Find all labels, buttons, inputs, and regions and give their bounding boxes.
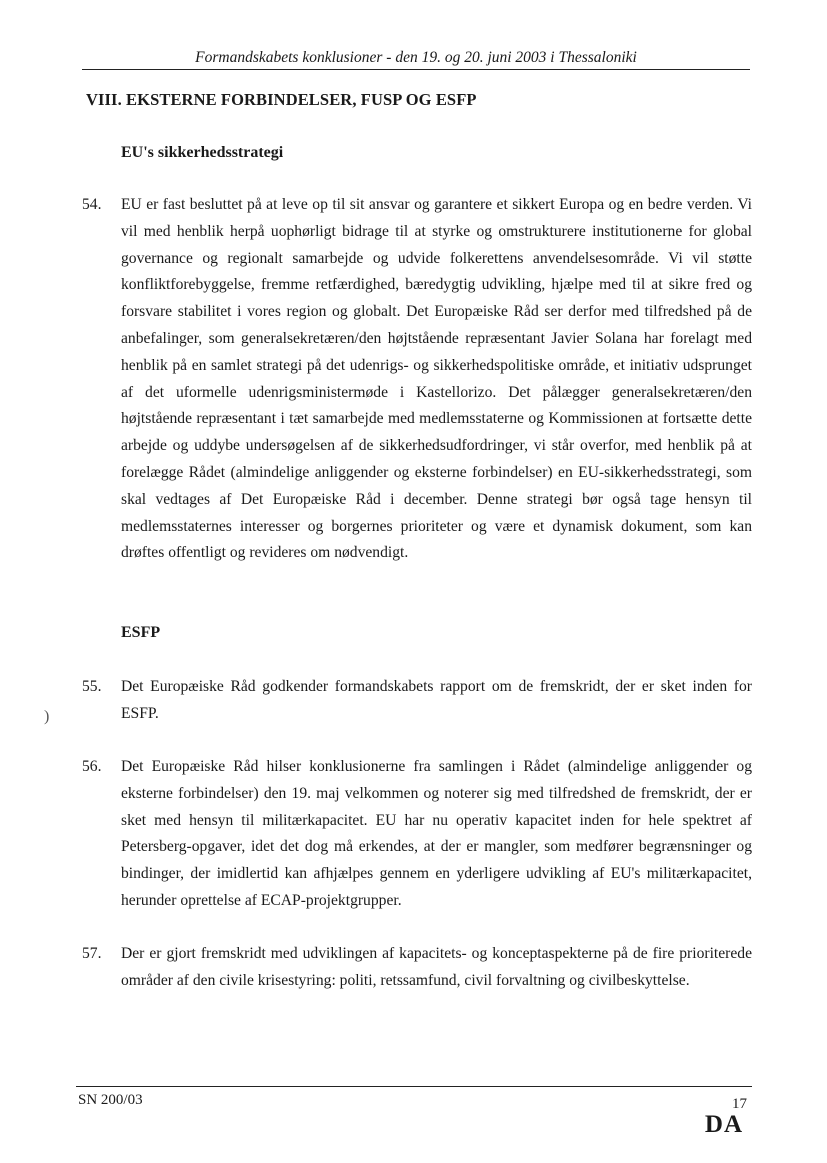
paragraph-text: EU er fast besluttet på at leve op til sit ansvar og garantere et sikkert Europa og en bedre verden. Vi vil med henblik herpå uophørligt bidrage til at styrke og omstrukturere institutionerne for global governance og regionalt samarbejde og udvide folkerettens anvendelsesområde. Vi vil støtte konfliktforebyggelse, fremme retfærdighed, bæredygtig udvikling, hjælpe med til at sikre fred og forsvare stabilitet i vores region og globalt. Det Europæiske Råd ser derfor med tilfredshed på de anbefalinger, som generalsekretæren/den højtstående repræsentant Javier Solana har forelagt med henblik på en samlet strategi på det udenrigs- og sikkerhedspolitiske område, et initiativ udsprunget af det uformelle udenrigsministermøde i Kastellorizo. Det pålægger generalsekretæren/den højtstående repræsentant i tæt samarbejde med medlemsstaterne og Kommissionen at fortsætte dette arbejde og uddybe undersøgelsen af de sikkerhedsudfordringer, vi står overfor, med henblik på at forelægge Rådet (almindelige anliggender og eksterne forbindelser) en EU-sikkerhedsstrategi, som skal vedtages af Det Europæiske Råd i december. Denne strategi bør også tage hensyn til medlemsstaternes interesser og borgernes prioriteter og være et dynamisk dokument, som kan drøftes offentligt og revideres om nødvendigt.: [121, 196, 752, 562]
header-rule: [82, 69, 750, 70]
margin-mark: ): [44, 708, 50, 725]
paragraph-number: 57.: [82, 945, 102, 962]
paragraph-55: [82, 674, 752, 728]
paragraph-56: [82, 754, 752, 915]
document-reference: SN 200/03: [78, 1092, 143, 1108]
paragraph-number: 55.: [82, 678, 102, 695]
language-code: DA: [704, 1111, 743, 1138]
paragraph-text: Der er gjort fremskridt med udviklingen af kapacitets- og konceptaspekterne på de fire prioriterede områder af den civile krisestyring: politi, retssamfund, civil forvaltning og civilbeskyttelse.: [121, 945, 752, 989]
running-header: Formandskabets konklusioner - den 19. og 20. juni 2003 i Thessaloniki: [195, 49, 637, 66]
subheading-esfp: ESFP: [121, 624, 161, 641]
subheading-security-strategy: EU's sikkerhedsstrategi: [121, 144, 284, 161]
paragraph-57: [82, 941, 752, 995]
paragraph-number: 54.: [82, 196, 102, 213]
page-number: 17: [732, 1096, 747, 1112]
section-title: VIII. EKSTERNE FORBINDELSER, FUSP OG ESFP: [86, 90, 477, 109]
footer-rule: [76, 1086, 752, 1087]
paragraph-text: Det Europæiske Råd godkender formandskabets rapport om de fremskridt, der er sket inden for ESFP.: [121, 678, 752, 722]
paragraph-number: 56.: [82, 758, 102, 775]
paragraph-text: Det Europæiske Råd hilser konklusionerne fra samlingen i Rådet (almindelige anliggender og eksterne forbindelser) den 19. maj velkommen og noterer sig med tilfredshed de fremskridt, der er sket med hensyn til militærkapacitet. EU har nu operativ kapacitet inden for hele spektret af Petersberg-opgaver, idet det dog må erkendes, at der er mangler, som medfører begrænsninger og bindinger, der imidlertid kan afhjælpes gennem en yderligere udvikling af EU's militærkapacitet, herunder oprettelse af ECAP-projektgrupper.: [121, 758, 752, 909]
paragraph-54: [82, 192, 752, 567]
